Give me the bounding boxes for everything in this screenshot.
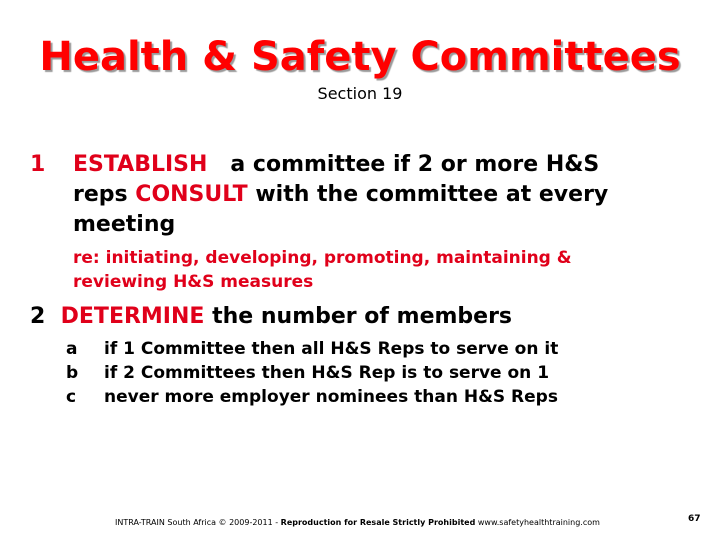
subitem-c-letter: c (66, 387, 77, 407)
item-1-line-2-suffix: with the committee at every (255, 182, 609, 207)
item-1-line-2-prefix: reps (73, 182, 128, 207)
item-1-line-2 (73, 180, 608, 210)
determine-keyword: DETERMINE (60, 304, 205, 329)
item-1-line-1 (73, 150, 599, 180)
item-1-line-3: meeting (73, 212, 176, 237)
subitem-a-letter: a (66, 339, 78, 359)
slide-title: Health & Safety Committees (39, 34, 681, 80)
footer-website: www.safetyhealthtraining.com (477, 518, 600, 527)
item-1-note-line-2: reviewing H&S measures (73, 272, 314, 292)
item-1-number: 1 (30, 152, 46, 177)
subitem-b-text: if 2 Committees then H&S Rep is to serve on 1 (104, 363, 550, 383)
footer-notice: Reproduction for Resale Strictly Prohibited (280, 518, 476, 527)
consult-keyword: CONSULT (135, 182, 248, 207)
item-1-text-1: a committee if 2 or more H&S (230, 152, 600, 177)
item-2-text: the number of members (212, 304, 513, 329)
page-number: 67 (688, 514, 701, 524)
subitem-a-text: if 1 Committee then all H&S Reps to serve on it (104, 339, 559, 359)
item-1-note-line-1: re: initiating, developing, promoting, maintaining & (73, 248, 572, 268)
footer (115, 518, 600, 527)
subitem-c-text: never more employer nominees than H&S Reps (104, 387, 558, 407)
establish-keyword: ESTABLISH (73, 152, 208, 177)
subitem-b-letter: b (66, 363, 79, 383)
footer-org: INTRA-TRAIN South Africa © 2009-2011 - (115, 518, 279, 527)
item-2-heading (30, 302, 512, 332)
section-subtitle: Section 19 (317, 84, 403, 103)
item-2-number: 2 (30, 304, 46, 329)
